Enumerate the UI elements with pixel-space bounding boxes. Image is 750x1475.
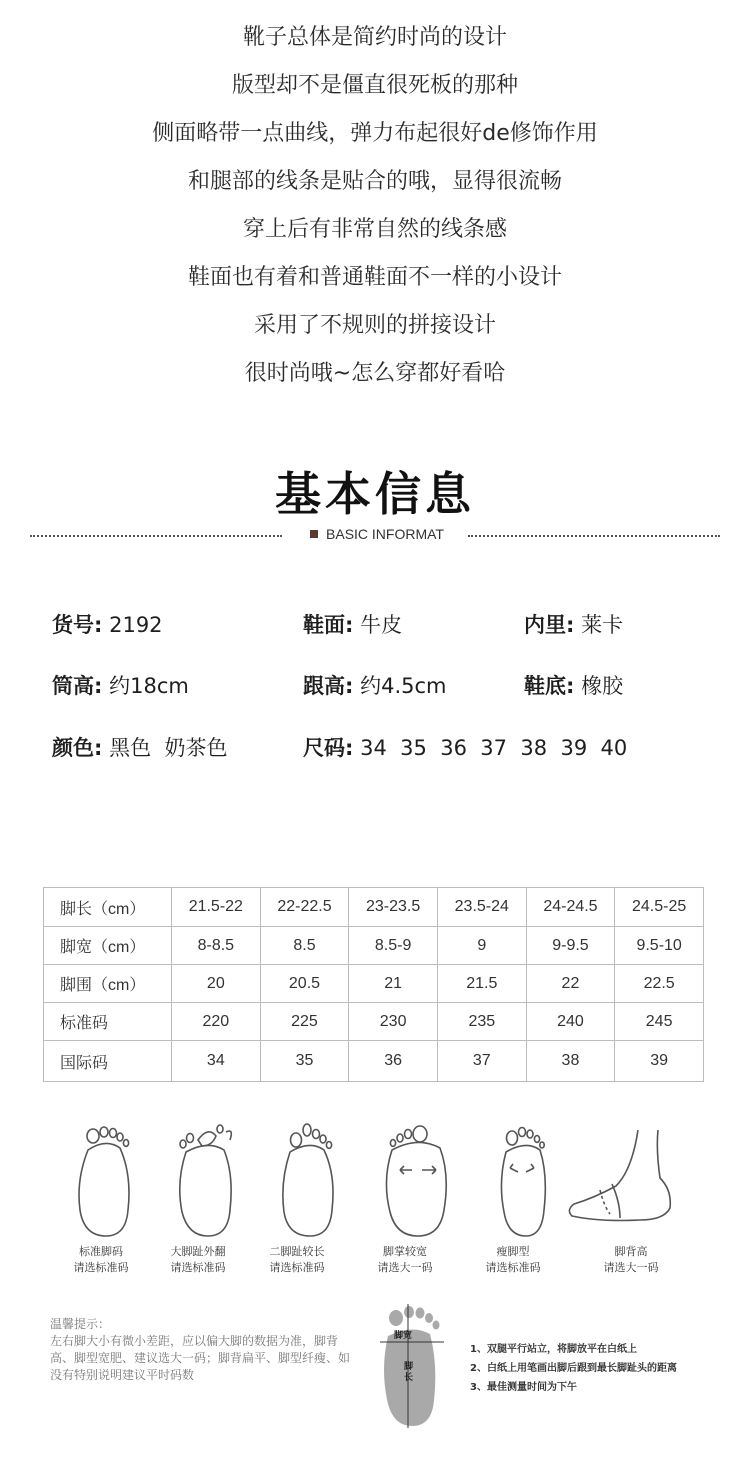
table-cell: 34 [172,1041,261,1082]
info-lining: 内里: 莱卡 [524,613,624,637]
table-cell: 9 [437,927,526,965]
thin-foot-icon [486,1120,566,1240]
foot-type-caption: 二脚趾较长 请选标准码 [269,1245,325,1274]
tips-heading: 温馨提示： [50,1317,111,1331]
table-cell: 8-8.5 [172,927,261,965]
table-cell: 36 [349,1041,438,1082]
step-item: 1、双腿平行站立，将脚放平在白纸上 [470,1344,637,1355]
measure-steps [470,1340,677,1397]
dotted-divider [30,535,282,537]
section-title: 基本信息 [275,467,475,521]
table-cell: 9-9.5 [526,927,615,965]
table-cell: 9.5-10 [615,927,704,965]
bunion-foot-icon [168,1120,248,1240]
table-cell: 38 [526,1041,615,1082]
table-cell: 24.5-25 [615,888,704,927]
info-item-no: 货号: 2192 [52,613,163,637]
wide-foot-icon [378,1120,458,1240]
foot-type-caption: 标准脚码 请选标准码 [73,1245,129,1274]
intro-line: 采用了不规则的拼接设计 [253,313,496,338]
square-bullet-icon [310,530,318,538]
table-cell: 8.5-9 [349,927,438,965]
intro-line: 穿上后有非常自然的线条感 [242,217,507,242]
info-upper: 鞋面: 牛皮 [303,613,403,637]
intro-line: 靴子总体是简约时尚的设计 [242,25,507,50]
foot-width-label: 脚宽 [394,1331,413,1341]
row-label: 标准码 [44,1003,172,1041]
foot-measure-illustration [378,1300,448,1430]
dotted-divider [468,535,720,537]
section-subtitle-bar [30,526,720,546]
intro-line: 很时尚哦~怎么穿都好看哈 [244,361,506,386]
info-size: 尺码: 34 35 36 37 38 39 40 [303,736,628,760]
table-row [44,1003,704,1041]
foot-type-caption: 大脚趾外翻 请选标准码 [170,1245,226,1274]
step-item: 3、最佳测量时间为下午 [470,1382,577,1393]
table-cell: 21.5 [437,965,526,1003]
info-shaft-height: 筒高: 约18cm [52,674,189,698]
step-item: 2、白纸上用笔画出脚后跟到最长脚趾头的距离 [470,1363,677,1374]
size-chart-table [43,887,704,1082]
table-cell: 35 [260,1041,349,1082]
foot-type-caption: 脚掌较宽 请选大一码 [377,1245,433,1274]
table-cell: 220 [172,1003,261,1041]
intro-description [0,14,750,398]
foot-type-caption: 脚背高 请选大一码 [603,1245,659,1274]
table-cell: 24-24.5 [526,888,615,927]
foot-length-label: 脚长 [404,1362,414,1383]
table-cell: 240 [526,1003,615,1041]
intro-line: 侧面略带一点曲线，弹力布起很好de修饰作用 [152,121,598,146]
table-cell: 37 [437,1041,526,1082]
intro-line: 版型却不是僵直很死板的那种 [231,73,518,98]
table-cell: 235 [437,1003,526,1041]
table-row [44,888,704,927]
section-subtitle: BASIC INFORMAT [326,526,444,542]
table-cell: 39 [615,1041,704,1082]
standard-foot-icon [66,1120,146,1240]
table-cell: 8.5 [260,927,349,965]
long-second-toe-icon [270,1120,350,1240]
row-label: 脚宽（cm） [44,927,172,965]
info-heel-height: 跟高: 约4.5cm [303,674,447,698]
info-sole: 鞋底: 橡胶 [524,674,624,698]
info-color: 颜色: 黑色 奶茶色 [52,736,228,760]
table-cell: 20.5 [260,965,349,1003]
high-instep-icon [560,1120,680,1240]
table-cell: 20 [172,965,261,1003]
table-cell: 21 [349,965,438,1003]
table-cell: 22-22.5 [260,888,349,927]
table-row [44,1041,704,1082]
row-label: 脚围（cm） [44,965,172,1003]
table-cell: 230 [349,1003,438,1041]
tips-body: 左右脚大小有微小差距，应以偏大脚的数据为准，脚背高、脚型宽肥、建议选大一码；脚背扁平、脚型纤瘦、如没有特别说明建议平时码数 [50,1334,351,1382]
row-label: 脚长（cm） [44,888,172,927]
foot-type-caption: 瘦脚型 请选标准码 [485,1245,541,1274]
intro-line: 和腿部的线条是贴合的哦，显得很流畅 [187,169,562,194]
table-cell: 225 [260,1003,349,1041]
intro-line: 鞋面也有着和普通鞋面不一样的小设计 [187,265,562,290]
table-row [44,965,704,1003]
table-cell: 21.5-22 [172,888,261,927]
table-cell: 22.5 [615,965,704,1003]
warm-tips [50,1316,350,1384]
table-cell: 245 [615,1003,704,1041]
table-row [44,927,704,965]
table-cell: 22 [526,965,615,1003]
table-cell: 23-23.5 [349,888,438,927]
table-cell: 23.5-24 [437,888,526,927]
row-label: 国际码 [44,1041,172,1082]
